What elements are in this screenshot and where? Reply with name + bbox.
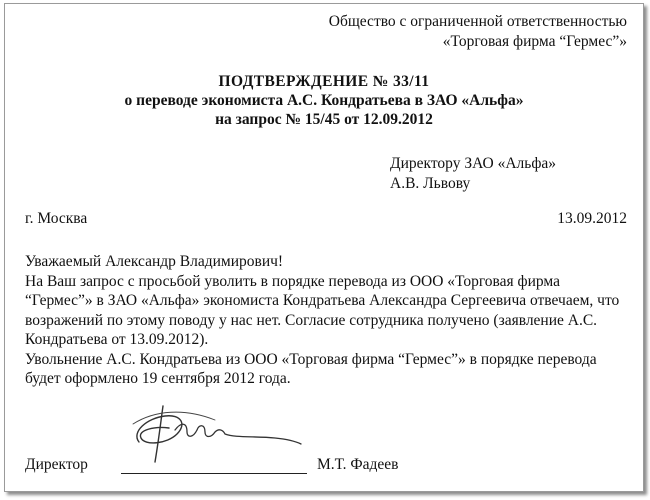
signatory-position: Директор (25, 456, 88, 473)
document-place: г. Москва (25, 210, 88, 227)
document-date: 13.09.2012 (557, 210, 627, 227)
organization-line-1: Общество с ограниченной ответственностью (328, 13, 627, 30)
document-subject: о переводе экономиста А.С. Кондратьева в ЗАО «Альфа» (124, 92, 524, 109)
document-reference: на запрос № 15/45 от 12.09.2012 (215, 111, 433, 128)
organization-line-2: «Торговая фирма “Гермес”» (442, 33, 627, 50)
addressee-line-2: А.В. Львову (390, 175, 471, 192)
document-title: ПОДТВЕРЖДЕНИЕ № 33/11 (218, 73, 430, 90)
letter-greeting: Уважаемый Александр Владимирович! (25, 253, 284, 270)
signatory-name: М.Т. Фадеев (317, 456, 399, 473)
organization-header (329, 12, 627, 52)
signature-line (121, 473, 307, 474)
document-heading (5, 72, 643, 129)
letter-body (25, 252, 629, 389)
letter-paragraph-1: На Ваш запрос с просьбой уволить в порядке перевода из ООО «Торговая фирма “Гермес”» в ЗАО «Альфа» экономиста Кондратьева Александра Сергеевича отвечаем, что возражений по этому поводу у нас нет. Согласие сотрудника получено (заявление А.С. Кондратьева от 13.09.2012). (25, 272, 620, 348)
document-page (4, 3, 644, 492)
signature-row (25, 456, 635, 480)
addressee-line-1: Директору ЗАО «Альфа» (390, 155, 556, 172)
letter-paragraph-2: Увольнение А.С. Кондратьева из ООО «Торговая фирма “Гермес”» в порядке перевода будет оформлено 19 сентября 2012 года. (25, 350, 597, 387)
addressee-block (390, 154, 556, 194)
